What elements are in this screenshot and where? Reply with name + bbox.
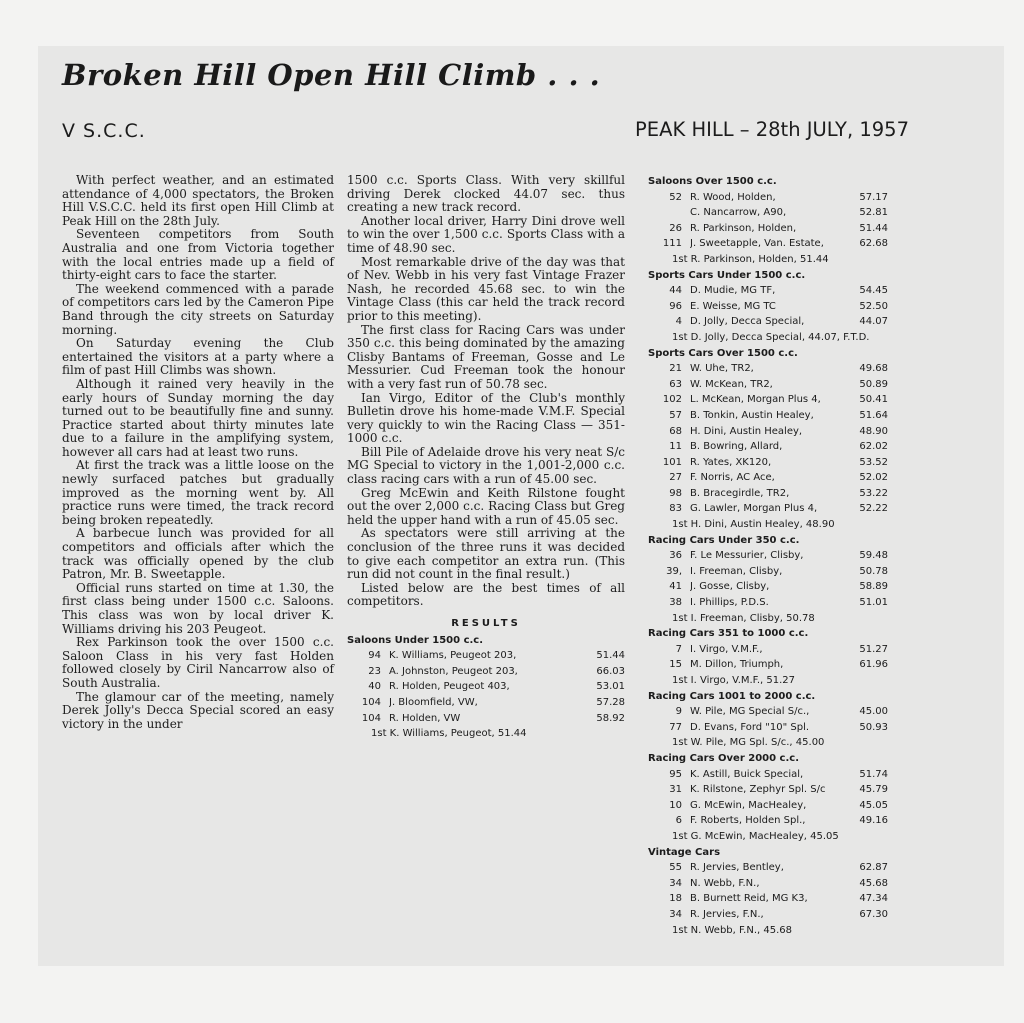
- result-row: [648, 439, 888, 455]
- result-row: [648, 704, 888, 720]
- run-time: 48.90: [859, 425, 888, 437]
- car-number: 68: [669, 425, 682, 437]
- run-time: 50.41: [859, 394, 888, 406]
- class-winner: 1st H. Dini, Austin Healey, 48.90: [672, 519, 835, 531]
- car-number: 98: [669, 487, 682, 499]
- class-winner: 1st D. Jolly, Decca Special, 44.07, F.T.D.: [672, 331, 870, 343]
- results-group: [648, 174, 888, 268]
- result-row: [648, 720, 888, 736]
- paragraph: A barbecue lunch was provided for all competitors and officials after which the track was officially opened by the club Patron, Mr. B. Sweetapple.: [62, 526, 334, 582]
- driver-car: C. Nancarrow, A90,: [690, 207, 787, 219]
- car-number: 15: [669, 659, 682, 671]
- car-number: 77: [669, 721, 682, 733]
- driver-car: R. Yates, XK120,: [690, 456, 772, 468]
- result-row: [347, 695, 625, 711]
- car-number: 21: [669, 363, 682, 375]
- car-number: 34: [669, 908, 682, 920]
- driver-car: J. Bloomfield, VW,: [389, 696, 478, 708]
- driver-car: J. Gosse, Clisby,: [690, 581, 770, 593]
- driver-car: B. Bracegirdle, TR2,: [690, 487, 790, 499]
- run-time: 52.81: [859, 207, 888, 219]
- car-number: 55: [669, 862, 682, 874]
- run-time: 59.48: [859, 550, 888, 562]
- car-number: 96: [669, 300, 682, 312]
- car-number: 102: [662, 394, 682, 406]
- result-row: [648, 314, 888, 330]
- run-time: 57.17: [859, 191, 888, 203]
- driver-car: E. Weisse, MG TC: [690, 300, 776, 312]
- article-column-1: [62, 174, 334, 731]
- car-number: 36: [669, 550, 682, 562]
- paragraph: Seventeen competitors from South Australia and one from Victoria together with the local entries made up a field of thirty-eight cars to face the starter.: [62, 227, 334, 283]
- driver-car: W. Pile, MG Special S/c.,: [690, 706, 810, 718]
- driver-car: B. Burnett Reid, MG K3,: [690, 893, 808, 905]
- run-time: 62.02: [859, 441, 888, 453]
- car-number: [648, 205, 690, 221]
- article-column-2: [347, 174, 625, 742]
- run-time: 53.52: [859, 456, 888, 468]
- result-row: [648, 564, 888, 580]
- driver-car: H. Dini, Austin Healey,: [690, 425, 803, 437]
- results-group: [648, 689, 888, 751]
- results-group: [347, 633, 625, 742]
- paragraph: The first class for Racing Cars was under 350 c.c. this being dominated by the amazing Clisby Bantams of Freeman, Gosse and Le Messurier. Cud Freeman took the honour with a very fast run of 50.78 sec.: [347, 322, 625, 391]
- driver-car: K. Astill, Buick Special,: [690, 768, 804, 780]
- result-row: [648, 377, 888, 393]
- car-number: 9: [675, 706, 682, 718]
- run-time: 67.30: [859, 908, 888, 920]
- paragraph: The glamour car of the meeting, namely Derek Jolly's Decca Special scored an easy victory in the under: [62, 689, 334, 731]
- paragraph: Bill Pile of Adelaide drove his very neat S/c MG Special to victory in the 1,001-2,000 c.c. class racing cars with a run of 45.00 sec.: [347, 444, 625, 487]
- results-group: [648, 268, 888, 346]
- run-time: 49.68: [859, 363, 888, 375]
- paragraph: Listed below are the best times of all competitors.: [347, 580, 625, 609]
- car-number: 40: [368, 681, 381, 693]
- paragraph: Most remarkable drive of the day was that of Nev. Webb in his very fast Vintage Frazer Nash, he recorded 45.68 sec. to win the Vintage Class (this car held the track record prior to this meeting).: [347, 254, 625, 323]
- run-time: 58.92: [596, 712, 625, 724]
- result-row: [648, 876, 888, 892]
- result-row: [648, 221, 888, 237]
- result-row: [648, 486, 888, 502]
- paragraph: As spectators were still arriving at the conclusion of the three runs it was decided to give each competitor an extra run. (This run did not count in the final result.): [347, 526, 625, 582]
- results-group: [648, 533, 888, 627]
- run-time: 44.07: [859, 316, 888, 328]
- car-number: 23: [368, 665, 381, 677]
- result-row: [648, 455, 888, 471]
- driver-car: R. Holden, Peugeot 403,: [389, 681, 510, 693]
- result-row: [648, 283, 888, 299]
- driver-car: I. Freeman, Clisby,: [690, 565, 783, 577]
- article-title: Broken Hill Open Hill Climb . . .: [62, 58, 601, 92]
- run-time: 62.68: [859, 238, 888, 250]
- run-time: 45.05: [859, 799, 888, 811]
- run-time: 57.28: [596, 696, 625, 708]
- run-time: 52.22: [859, 503, 888, 515]
- driver-car: G. Lawler, Morgan Plus 4,: [690, 503, 818, 515]
- result-row: [648, 392, 888, 408]
- paragraph: 1500 c.c. Sports Class. With very skillful driving Derek clocked 44.07 sec. thus creating a new track record.: [347, 173, 625, 215]
- results-heading: RESULTS: [451, 618, 521, 629]
- driver-car: N. Webb, F.N.,: [690, 877, 760, 889]
- paragraph: Rex Parkinson took the over 1500 c.c. Saloon Class in his very fast Holden followed closely by Ciril Nancarrow also of South Australia.: [62, 635, 334, 690]
- results-class-title: Sports Cars Over 1500 c.c.: [648, 347, 798, 359]
- driver-car: D. Evans, Ford "10" Spl.: [690, 721, 810, 733]
- result-row: [648, 501, 888, 517]
- driver-car: F. Le Messurier, Clisby,: [690, 550, 804, 562]
- result-row: [347, 711, 625, 727]
- run-time: 61.96: [859, 659, 888, 671]
- driver-car: I. Phillips, P.D.S.: [690, 597, 769, 609]
- class-winner: 1st K. Williams, Peugeot, 51.44: [371, 728, 527, 740]
- results-class-title: Racing Cars 351 to 1000 c.c.: [648, 628, 809, 640]
- run-time: 54.45: [859, 285, 888, 297]
- run-time: 45.68: [859, 877, 888, 889]
- paragraph: Greg McEwin and Keith Rilstone fought out the over 2,000 c.c. Racing Class but Greg held the upper hand with a run of 45.05 sec.: [347, 485, 625, 527]
- car-number: 44: [669, 285, 682, 297]
- driver-car: D. Jolly, Decca Special,: [690, 316, 805, 328]
- class-winner: 1st G. McEwin, MacHealey, 45.05: [672, 830, 839, 842]
- car-number: 94: [368, 650, 381, 662]
- car-number: 18: [669, 893, 682, 905]
- result-row: [648, 548, 888, 564]
- paragraph: Although it rained very heavily in the early hours of Sunday morning the day turned out to be beautifully fine and sunny. Practice started about thirty minutes late due to a failure in the amplifying system, however all cars had at least two runs.: [62, 376, 334, 459]
- results-class-title: Saloons Under 1500 c.c.: [347, 634, 484, 646]
- driver-car: B. Bowring, Allard,: [690, 441, 783, 453]
- run-time: 53.01: [596, 681, 625, 693]
- driver-car: M. Dillon, Triumph,: [690, 659, 784, 671]
- result-row: [648, 408, 888, 424]
- driver-car: B. Tonkin, Austin Healey,: [690, 409, 814, 421]
- run-time: 58.89: [859, 581, 888, 593]
- car-number: 39,: [666, 565, 682, 577]
- car-number: 57: [669, 409, 682, 421]
- run-time: 45.00: [859, 706, 888, 718]
- result-row: [347, 679, 625, 695]
- paragraph: Another local driver, Harry Dini drove well to win the over 1,500 c.c. Sports Class with a time of 48.90 sec.: [347, 213, 625, 255]
- class-winner: 1st R. Parkinson, Holden, 51.44: [672, 253, 829, 265]
- run-time: 47.34: [859, 893, 888, 905]
- result-row: [648, 767, 888, 783]
- driver-car: R. Wood, Holden,: [690, 191, 776, 203]
- result-row: [648, 907, 888, 923]
- results-group: [648, 346, 888, 533]
- run-time: 50.89: [859, 378, 888, 390]
- class-winner: 1st W. Pile, MG Spl. S/c., 45.00: [672, 737, 825, 749]
- car-number: 27: [669, 472, 682, 484]
- results-class-title: Saloons Over 1500 c.c.: [648, 176, 777, 187]
- club-name: V S.C.C.: [62, 120, 146, 142]
- run-time: 51.27: [859, 643, 888, 655]
- run-time: 51.44: [859, 222, 888, 234]
- results-class-title: Vintage Cars: [648, 846, 721, 858]
- driver-car: R. Jervies, F.N.,: [690, 908, 764, 920]
- car-number: 104: [361, 712, 381, 724]
- car-number: 6: [675, 815, 682, 827]
- results-class-title: Racing Cars Over 2000 c.c.: [648, 752, 799, 764]
- car-number: 4: [675, 316, 682, 328]
- results-group: [648, 626, 888, 688]
- driver-car: A. Johnston, Peugeot 203,: [389, 665, 518, 677]
- results-class-title: Sports Cars Under 1500 c.c.: [648, 269, 806, 281]
- result-row: [648, 891, 888, 907]
- paragraph: Official runs started on time at 1.30, the first class being under 1500 c.c. Saloons. This class was won by local driver K. Williams driving his 203 Peugeot.: [62, 580, 334, 636]
- run-time: 49.16: [859, 815, 888, 827]
- car-number: 10: [669, 799, 682, 811]
- run-time: 53.22: [859, 487, 888, 499]
- paragraph: With perfect weather, and an estimated attendance of 4,000 spectators, the Broken Hill V.S.C.C. held its first open Hill Climb at Peak Hill on the 28th July.: [62, 173, 334, 228]
- run-time: 45.79: [859, 784, 888, 796]
- car-number: 104: [361, 696, 381, 708]
- car-number: 111: [662, 238, 682, 250]
- run-time: 51.74: [859, 768, 888, 780]
- driver-car: D. Mudie, MG TF,: [690, 285, 776, 297]
- results-group: [648, 845, 888, 939]
- result-row: [648, 798, 888, 814]
- driver-car: J. Sweetapple, Van. Estate,: [690, 238, 824, 250]
- driver-car: G. McEwin, MacHealey,: [690, 799, 807, 811]
- paragraph: At first the track was a little loose on the newly surfaced patches but gradually improved as the morning went by. All practice runs were timed, the track record being broken repeatedly.: [62, 458, 334, 527]
- result-row: [347, 664, 625, 680]
- car-number: 63: [669, 378, 682, 390]
- results-group: [648, 751, 888, 845]
- car-number: 101: [662, 456, 682, 468]
- driver-car: R. Jervies, Bentley,: [690, 862, 784, 874]
- car-number: 31: [669, 784, 682, 796]
- results-class-title: Racing Cars Under 350 c.c.: [648, 534, 800, 546]
- result-row: [648, 299, 888, 315]
- class-winner: 1st I. Virgo, V.M.F., 51.27: [672, 675, 795, 686]
- result-row: [648, 595, 888, 611]
- driver-car: K. Rilstone, Zephyr Spl. S/c: [690, 784, 826, 796]
- result-row: [648, 657, 888, 673]
- result-row: [648, 782, 888, 798]
- results-class-title: Racing Cars 1001 to 2000 c.c.: [648, 690, 816, 702]
- driver-car: L. McKean, Morgan Plus 4,: [690, 394, 821, 406]
- event-heading: PEAK HILL – 28th JULY, 1957: [635, 118, 909, 141]
- run-time: 52.50: [859, 300, 888, 312]
- result-row: [648, 236, 888, 252]
- car-number: 26: [669, 222, 682, 234]
- driver-car: F. Roberts, Holden Spl.,: [690, 815, 806, 827]
- driver-car: R. Holden, VW: [389, 712, 461, 724]
- paragraph: The weekend commenced with a parade of competitors cars led by the Cameron Pipe Band through the city streets on Saturday morning.: [62, 281, 334, 337]
- driver-car: W. Uhe, TR2,: [690, 363, 754, 375]
- paragraph: Ian Virgo, Editor of the Club's monthly Bulletin drove his home-made V.M.F. Special very quickly to win the Racing Class — 351-1000 c.c.: [347, 390, 625, 446]
- run-time: 50.78: [859, 565, 888, 577]
- result-row: [648, 642, 888, 658]
- results-column: [648, 174, 888, 938]
- car-number: 52: [669, 191, 682, 203]
- run-time: 62.87: [859, 862, 888, 874]
- result-row: [648, 361, 888, 377]
- run-time: 51.01: [859, 597, 888, 609]
- result-row: [648, 860, 888, 876]
- car-number: 34: [669, 877, 682, 889]
- car-number: 41: [669, 581, 682, 593]
- car-number: 83: [669, 503, 682, 515]
- class-winner: 1st I. Freeman, Clisby, 50.78: [672, 612, 815, 624]
- result-row: [648, 190, 888, 206]
- paragraph: On Saturday evening the Club entertained the visitors at a party where a film of past Hill Climbs was shown.: [62, 336, 334, 378]
- driver-car: I. Virgo, V.M.F.,: [690, 643, 763, 655]
- result-row: [648, 205, 888, 221]
- car-number: 95: [669, 768, 682, 780]
- result-row: [648, 424, 888, 440]
- car-number: 11: [669, 441, 682, 453]
- car-number: 38: [669, 597, 682, 609]
- class-winner: 1st N. Webb, F.N., 45.68: [672, 924, 792, 936]
- driver-car: F. Norris, AC Ace,: [690, 472, 775, 484]
- run-time: 50.93: [859, 721, 888, 733]
- run-time: 51.44: [596, 650, 625, 662]
- run-time: 51.64: [859, 409, 888, 421]
- result-row: [347, 648, 625, 664]
- driver-car: W. McKean, TR2,: [690, 378, 773, 390]
- driver-car: K. Williams, Peugeot 203,: [389, 650, 517, 662]
- driver-car: R. Parkinson, Holden,: [690, 222, 797, 234]
- result-row: [648, 579, 888, 595]
- run-time: 66.03: [596, 665, 625, 677]
- run-time: 52.02: [859, 472, 888, 484]
- result-row: [648, 470, 888, 486]
- result-row: [648, 813, 888, 829]
- car-number: 7: [675, 643, 682, 655]
